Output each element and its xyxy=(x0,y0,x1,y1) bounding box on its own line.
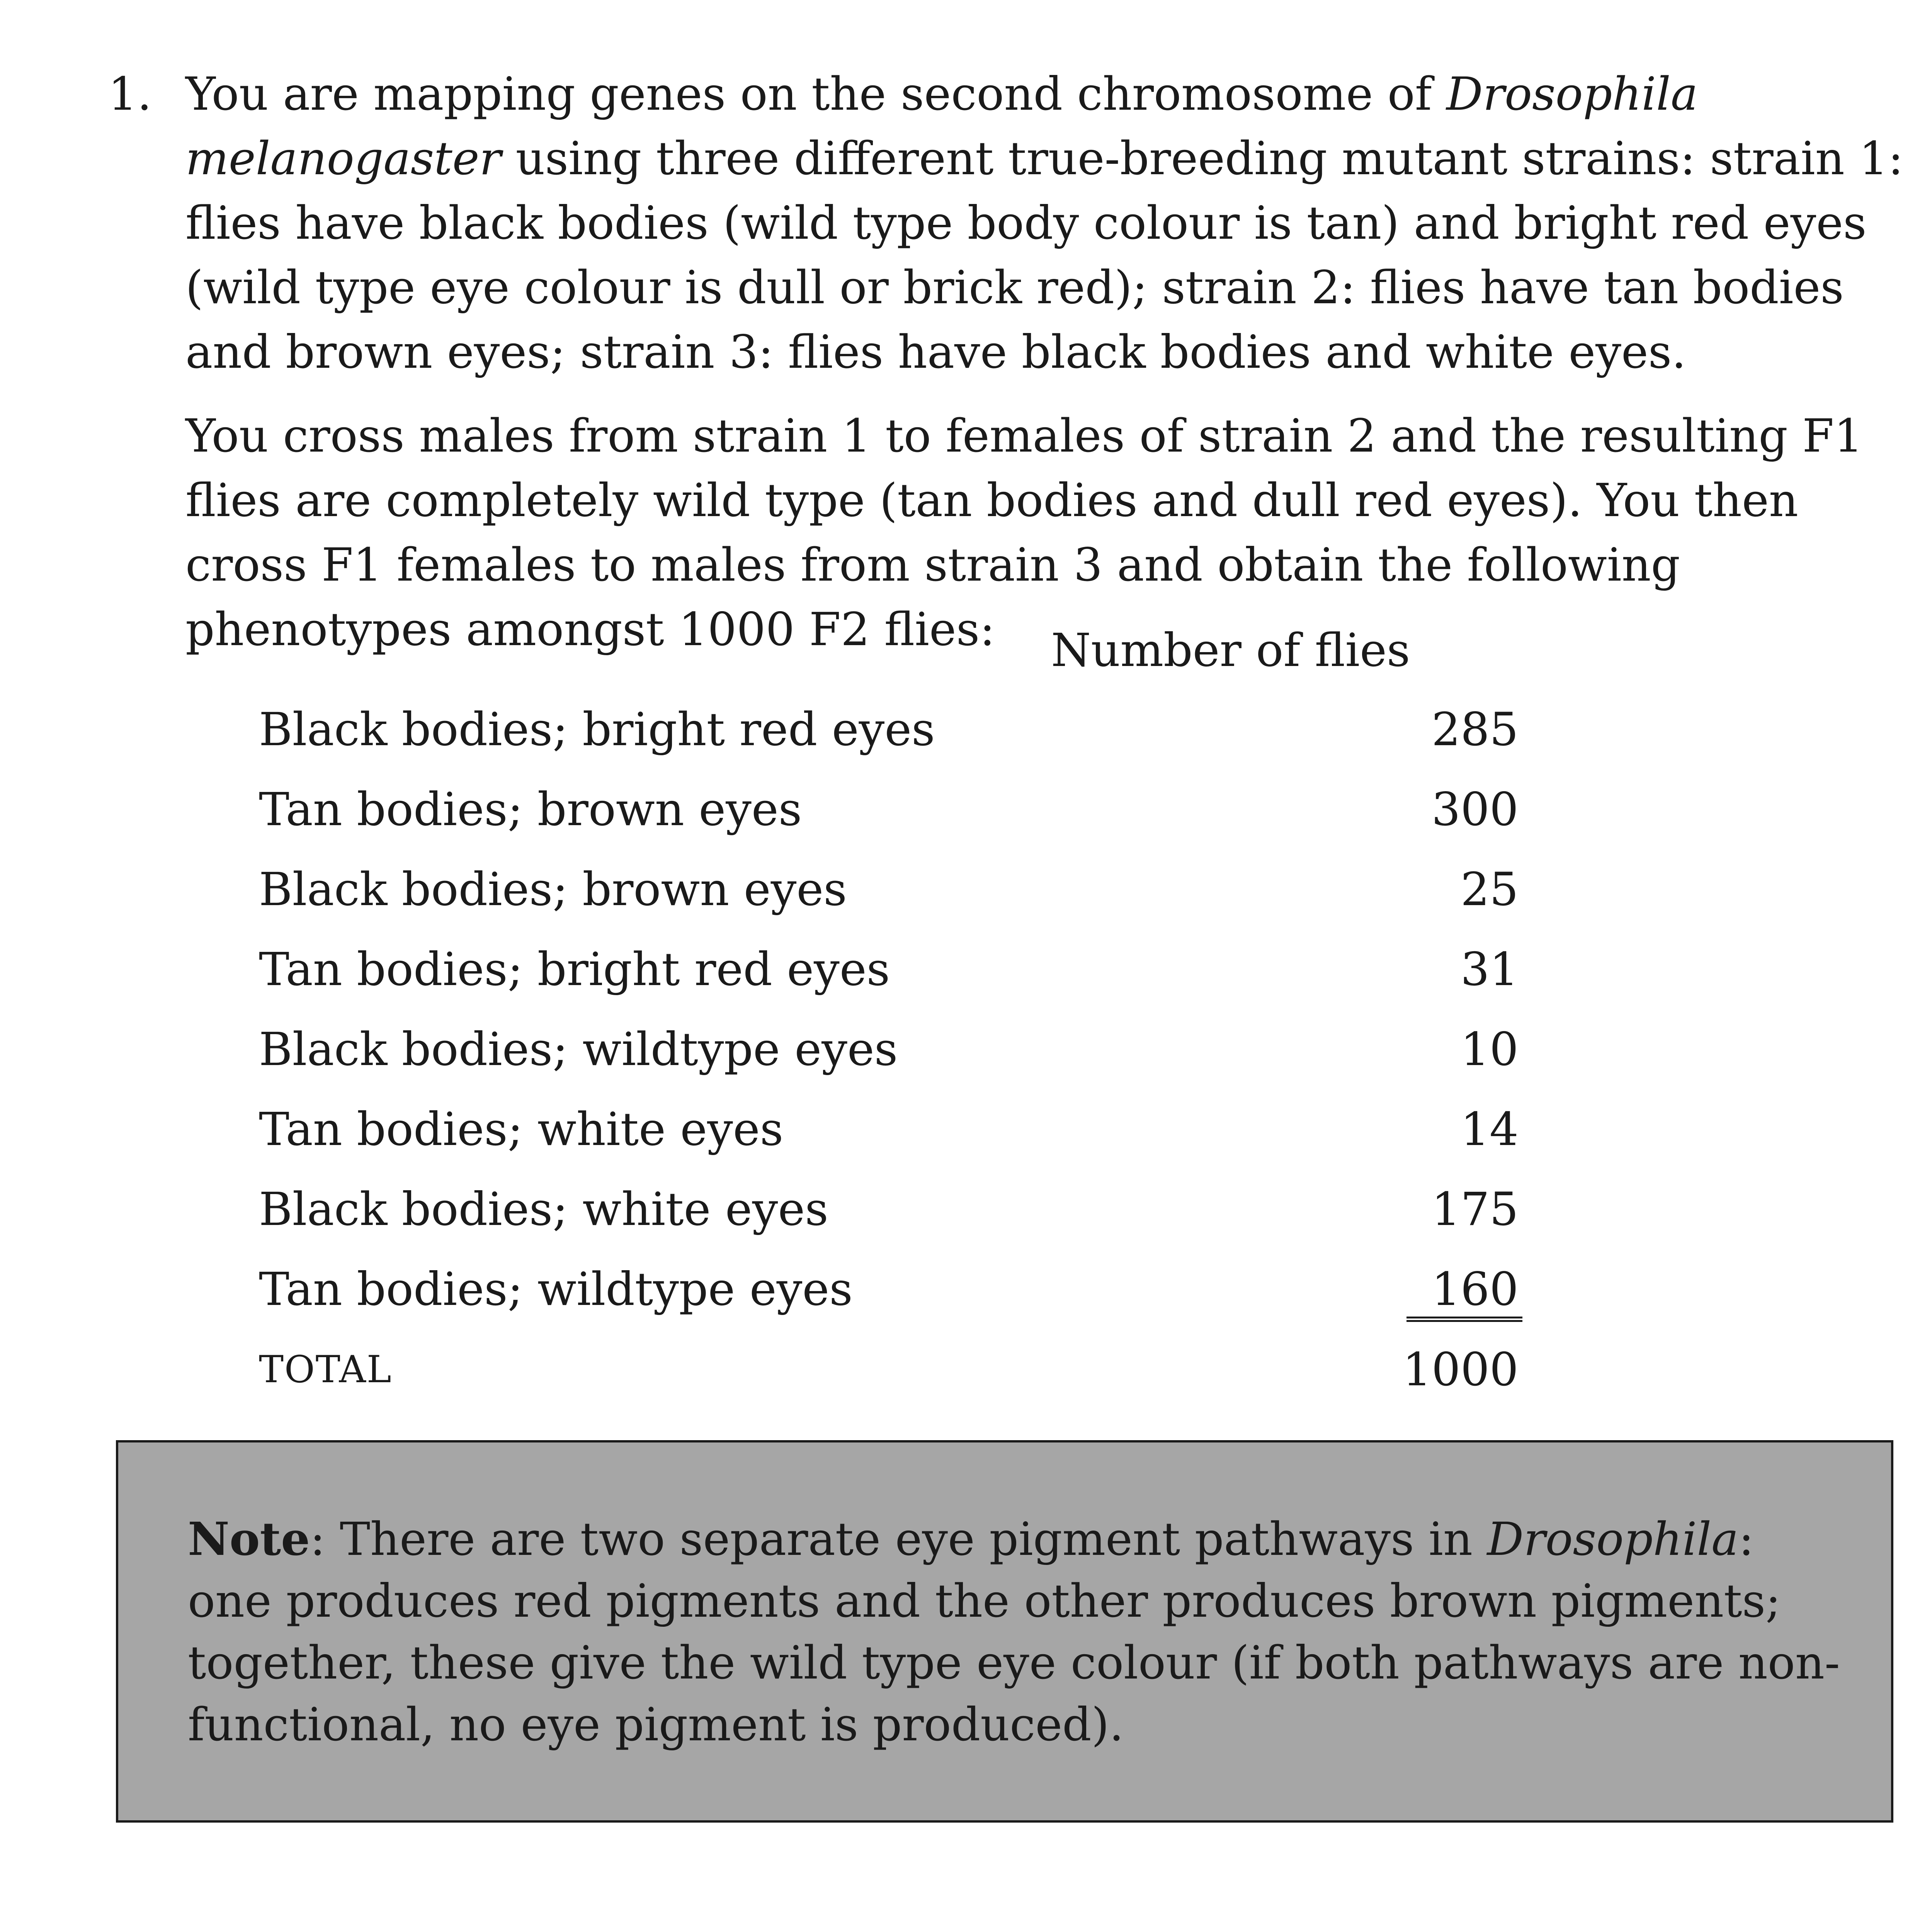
fly-count: 160 xyxy=(1431,1262,1519,1316)
phenotype-label: Tan bodies; white eyes xyxy=(259,1103,784,1156)
table-row xyxy=(259,1177,1519,1242)
fly-count: 31 xyxy=(1460,943,1519,996)
table-row xyxy=(259,777,1519,842)
phenotype-label: Black bodies; white eyes xyxy=(259,1182,828,1236)
table-column-header: Number of flies xyxy=(1051,624,1410,677)
sum-double-rule xyxy=(1406,1317,1522,1322)
total-value: 1000 xyxy=(1402,1343,1519,1396)
note-text-start: : There are two separate eye pigment pathways in xyxy=(310,1512,1487,1566)
phenotype-label: Black bodies; bright red eyes xyxy=(259,703,935,756)
table-row xyxy=(259,1017,1519,1082)
fly-count: 285 xyxy=(1431,703,1519,756)
question-body xyxy=(185,62,1924,662)
phenotype-label: Tan bodies; bright red eyes xyxy=(259,943,890,996)
fly-count: 25 xyxy=(1460,863,1519,916)
question-paragraph-2: You cross males from strain 1 to females of strain 2 and the resulting F1 flies are completely wild type (tan bodies and dull red eyes). You then cross F1 females to males from strain 3 and obtain the following phenotypes amongst 1000 F2 flies: xyxy=(185,409,1863,656)
note-genus-name: Drosophila xyxy=(1487,1512,1739,1566)
question-number: 1. xyxy=(108,67,152,121)
note-text-end: : one produces red pigments and the other produces brown pigments; together, these give the wild type eye colour (if both pathways are non-functional, no eye pigment is produced). xyxy=(188,1512,1840,1751)
phenotype-label: Tan bodies; wildtype eyes xyxy=(259,1262,853,1316)
note-text xyxy=(188,1508,1849,1755)
table-row xyxy=(259,1097,1519,1162)
phenotype-label: Tan bodies; brown eyes xyxy=(259,783,802,836)
table-row xyxy=(259,937,1519,1002)
paragraph-1-text-end: using three different true-breeding mutant strains: strain 1: flies have black bodies (wild type body colour is tan) and bright red eyes (wild type eye colour is dull or brick red); strain 2: flies have tan bodies and brown eyes; strain 3: flies have black bodies and white eyes. xyxy=(185,132,1904,379)
paragraph-1-text-start: You are mapping genes on the second chromosome of xyxy=(185,67,1447,121)
table-row xyxy=(259,857,1519,922)
fly-count: 175 xyxy=(1431,1182,1519,1236)
fly-count: 14 xyxy=(1460,1103,1519,1156)
phenotype-label: Black bodies; wildtype eyes xyxy=(259,1023,898,1076)
species-name: Drosophila melanogaster xyxy=(185,67,1698,185)
note-box xyxy=(116,1440,1893,1823)
table-total-row xyxy=(259,1337,1519,1402)
total-label: TOTAL xyxy=(259,1348,392,1391)
fly-count: 300 xyxy=(1431,783,1519,836)
question-paragraph-1 xyxy=(185,62,1924,384)
table-row xyxy=(259,1257,1519,1322)
fly-count: 10 xyxy=(1460,1023,1519,1076)
table-row xyxy=(259,697,1519,762)
note-label: Note xyxy=(188,1512,310,1566)
phenotype-label: Black bodies; brown eyes xyxy=(259,863,847,916)
